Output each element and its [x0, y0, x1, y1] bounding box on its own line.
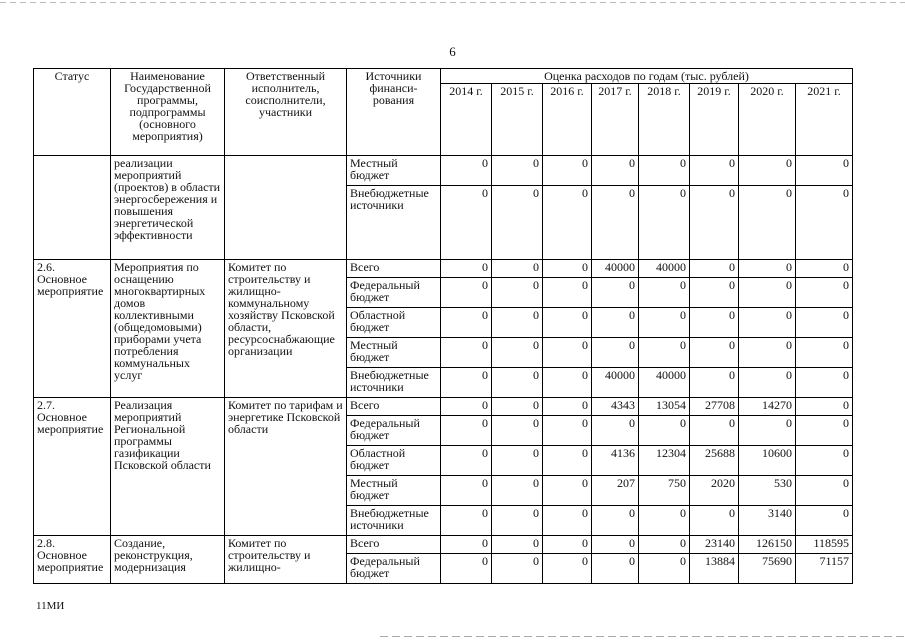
cell-name: Реализация мероприятий Региональной программы газификации Псковской области: [111, 398, 225, 536]
cell-value: 0: [441, 308, 492, 338]
cell-value: 0: [543, 338, 592, 368]
cell-value: 0: [592, 536, 639, 554]
cell-status: 2.8. Основное мероприятие: [34, 536, 111, 584]
cell-source: Федеральный бюджет: [347, 554, 441, 584]
cell-value: 0: [796, 398, 853, 416]
cell-value: 10600: [739, 446, 796, 476]
cell-value: 0: [639, 278, 690, 308]
cell-value: 0: [492, 278, 543, 308]
cell-value: 0: [690, 506, 739, 536]
cell-value: 126150: [739, 536, 796, 554]
cell-value: 207: [592, 476, 639, 506]
cell-value: 13054: [639, 398, 690, 416]
cell-value: 0: [639, 308, 690, 338]
cell-value: 0: [796, 156, 853, 186]
header-year: 2017 г.: [592, 84, 639, 156]
cell-value: 0: [592, 338, 639, 368]
header-year: 2015 г.: [492, 84, 543, 156]
cell-value: 0: [492, 398, 543, 416]
cell-source: Внебюджетные источники: [347, 368, 441, 398]
cell-value: 0: [543, 368, 592, 398]
cell-source: Местный бюджет: [347, 476, 441, 506]
cell-value: 0: [690, 156, 739, 186]
cell-source: Местный бюджет: [347, 338, 441, 368]
cell-value: 0: [796, 278, 853, 308]
cell-value: 4343: [592, 398, 639, 416]
scan-artifact-top: [0, 2, 905, 3]
cell-value: 0: [543, 260, 592, 278]
cell-source: Областной бюджет: [347, 308, 441, 338]
cell-value: 0: [639, 554, 690, 584]
cell-value: 0: [492, 338, 543, 368]
cell-value: 0: [492, 260, 543, 278]
cell-responsible: Комитет по тарифам и энергетике Псковской области: [225, 398, 347, 536]
cell-value: 0: [739, 186, 796, 260]
cell-value: 0: [492, 536, 543, 554]
cell-value: 0: [739, 308, 796, 338]
cell-value: 0: [441, 156, 492, 186]
cell-value: 0: [796, 416, 853, 446]
cell-responsible: Комитет по строительству и жилищно-: [225, 536, 347, 584]
cell-value: 0: [739, 416, 796, 446]
header-year: 2020 г.: [739, 84, 796, 156]
cell-value: 0: [796, 506, 853, 536]
table-row: [34, 156, 853, 186]
cell-value: 0: [492, 476, 543, 506]
cell-value: 0: [690, 278, 739, 308]
cell-value: 0: [796, 368, 853, 398]
cell-source: Федеральный бюджет: [347, 416, 441, 446]
cell-value: 27708: [690, 398, 739, 416]
cell-source: Областной бюджет: [347, 446, 441, 476]
header-name: Наименование Государственной программы, подпрограммы (основного мероприятия): [111, 69, 225, 156]
header-year: 2014 г.: [441, 84, 492, 156]
cell-value: 4136: [592, 446, 639, 476]
cell-value: 0: [441, 368, 492, 398]
header-sources: Источники финанси-рования: [347, 69, 441, 156]
cell-value: 40000: [592, 260, 639, 278]
cell-value: 14270: [739, 398, 796, 416]
cell-value: 13884: [690, 554, 739, 584]
cell-source: Всего: [347, 260, 441, 278]
cell-value: 23140: [690, 536, 739, 554]
cell-value: 0: [592, 156, 639, 186]
cell-value: 12304: [639, 446, 690, 476]
cell-value: 71157: [796, 554, 853, 584]
cell-value: 0: [796, 186, 853, 260]
footer-code: 11МИ: [36, 600, 65, 612]
table-row: [34, 260, 853, 278]
cell-value: 0: [543, 446, 592, 476]
cell-value: 0: [543, 536, 592, 554]
cell-value: 0: [492, 416, 543, 446]
header-status: Статус: [34, 69, 111, 156]
cell-responsible: Комитет по строительству и жилищно-коммунальному хозяйству Псковской области, ресурсоснабжающие организации: [225, 260, 347, 398]
cell-value: 0: [441, 506, 492, 536]
header-estimate: Оценка расходов по годам (тыс. рублей): [441, 69, 853, 84]
table-header: [34, 69, 853, 156]
cell-value: 75690: [739, 554, 796, 584]
cell-value: 0: [543, 416, 592, 446]
header-year: 2018 г.: [639, 84, 690, 156]
cell-value: 0: [690, 338, 739, 368]
cell-value: 0: [592, 506, 639, 536]
header-responsible: Ответственный исполнитель, соисполнители, участники: [225, 69, 347, 156]
cell-value: 0: [592, 308, 639, 338]
cell-value: 0: [690, 308, 739, 338]
cell-value: 0: [492, 368, 543, 398]
cell-value: 0: [690, 416, 739, 446]
cell-name: Мероприятия по оснащению многоквартирных домов коллективными (общедомовыми) приборами учета потребления коммунальных услуг: [111, 260, 225, 398]
cell-value: 0: [639, 506, 690, 536]
cell-value: 0: [441, 446, 492, 476]
cell-value: 0: [492, 446, 543, 476]
cell-responsible: [225, 156, 347, 260]
cell-source: Внебюджетные источники: [347, 186, 441, 260]
cell-value: 0: [441, 338, 492, 368]
cell-name: реализации мероприятий (проектов) в области энергосбережения и повышения энергетической эффективности: [111, 156, 225, 260]
cell-value: 0: [492, 186, 543, 260]
cell-value: 0: [639, 338, 690, 368]
cell-value: 40000: [639, 368, 690, 398]
header-year: 2016 г.: [543, 84, 592, 156]
cell-source: Федеральный бюджет: [347, 278, 441, 308]
cell-source: Всего: [347, 398, 441, 416]
cell-value: 0: [796, 338, 853, 368]
cell-value: 0: [796, 260, 853, 278]
cell-value: 0: [796, 446, 853, 476]
cell-value: 0: [543, 186, 592, 260]
cell-value: 118595: [796, 536, 853, 554]
cell-value: 40000: [639, 260, 690, 278]
cell-value: 0: [543, 476, 592, 506]
cell-source: Всего: [347, 536, 441, 554]
cell-source: Местный бюджет: [347, 156, 441, 186]
cell-value: 0: [592, 278, 639, 308]
cell-value: 0: [543, 308, 592, 338]
cell-status: 2.7. Основное мероприятие: [34, 398, 111, 536]
cell-value: 0: [690, 368, 739, 398]
cell-name: Создание, реконструкция, модернизация: [111, 536, 225, 584]
cell-value: 530: [739, 476, 796, 506]
table-row: [34, 398, 853, 416]
cell-value: 0: [441, 398, 492, 416]
cell-source: Внебюджетные источники: [347, 506, 441, 536]
cell-value: 0: [796, 476, 853, 506]
cell-value: 0: [639, 536, 690, 554]
cell-value: 0: [592, 416, 639, 446]
cell-value: 0: [690, 186, 739, 260]
cell-value: 0: [441, 476, 492, 506]
cell-value: 0: [796, 308, 853, 338]
cell-value: 0: [543, 554, 592, 584]
cell-value: 0: [739, 368, 796, 398]
cell-value: 750: [639, 476, 690, 506]
page-number: 6: [449, 44, 456, 59]
cell-value: 0: [441, 278, 492, 308]
cell-value: 0: [639, 156, 690, 186]
cell-status: [34, 156, 111, 260]
header-year: 2021 г.: [796, 84, 853, 156]
cell-value: 0: [739, 338, 796, 368]
cell-value: 0: [543, 398, 592, 416]
cell-value: 0: [441, 536, 492, 554]
cell-value: 0: [690, 260, 739, 278]
header-year: 2019 г.: [690, 84, 739, 156]
cell-value: 0: [543, 278, 592, 308]
cell-value: 2020: [690, 476, 739, 506]
budget-table: [33, 68, 853, 584]
cell-value: 0: [592, 186, 639, 260]
cell-value: 3140: [739, 506, 796, 536]
cell-value: 0: [441, 554, 492, 584]
cell-status: 2.6. Основное мероприятие: [34, 260, 111, 398]
table-row: [34, 536, 853, 554]
cell-value: 0: [739, 278, 796, 308]
cell-value: 0: [592, 554, 639, 584]
cell-value: 0: [492, 308, 543, 338]
cell-value: 0: [492, 156, 543, 186]
table-body: [34, 156, 853, 584]
cell-value: 0: [739, 260, 796, 278]
cell-value: 0: [543, 156, 592, 186]
cell-value: 0: [739, 156, 796, 186]
cell-value: 0: [639, 416, 690, 446]
cell-value: 0: [441, 260, 492, 278]
cell-value: 0: [639, 186, 690, 260]
cell-value: 0: [543, 506, 592, 536]
cell-value: 0: [441, 416, 492, 446]
scan-artifact-bottom: [380, 636, 905, 637]
cell-value: 25688: [690, 446, 739, 476]
cell-value: 0: [492, 506, 543, 536]
cell-value: 40000: [592, 368, 639, 398]
cell-value: 0: [441, 186, 492, 260]
cell-value: 0: [492, 554, 543, 584]
